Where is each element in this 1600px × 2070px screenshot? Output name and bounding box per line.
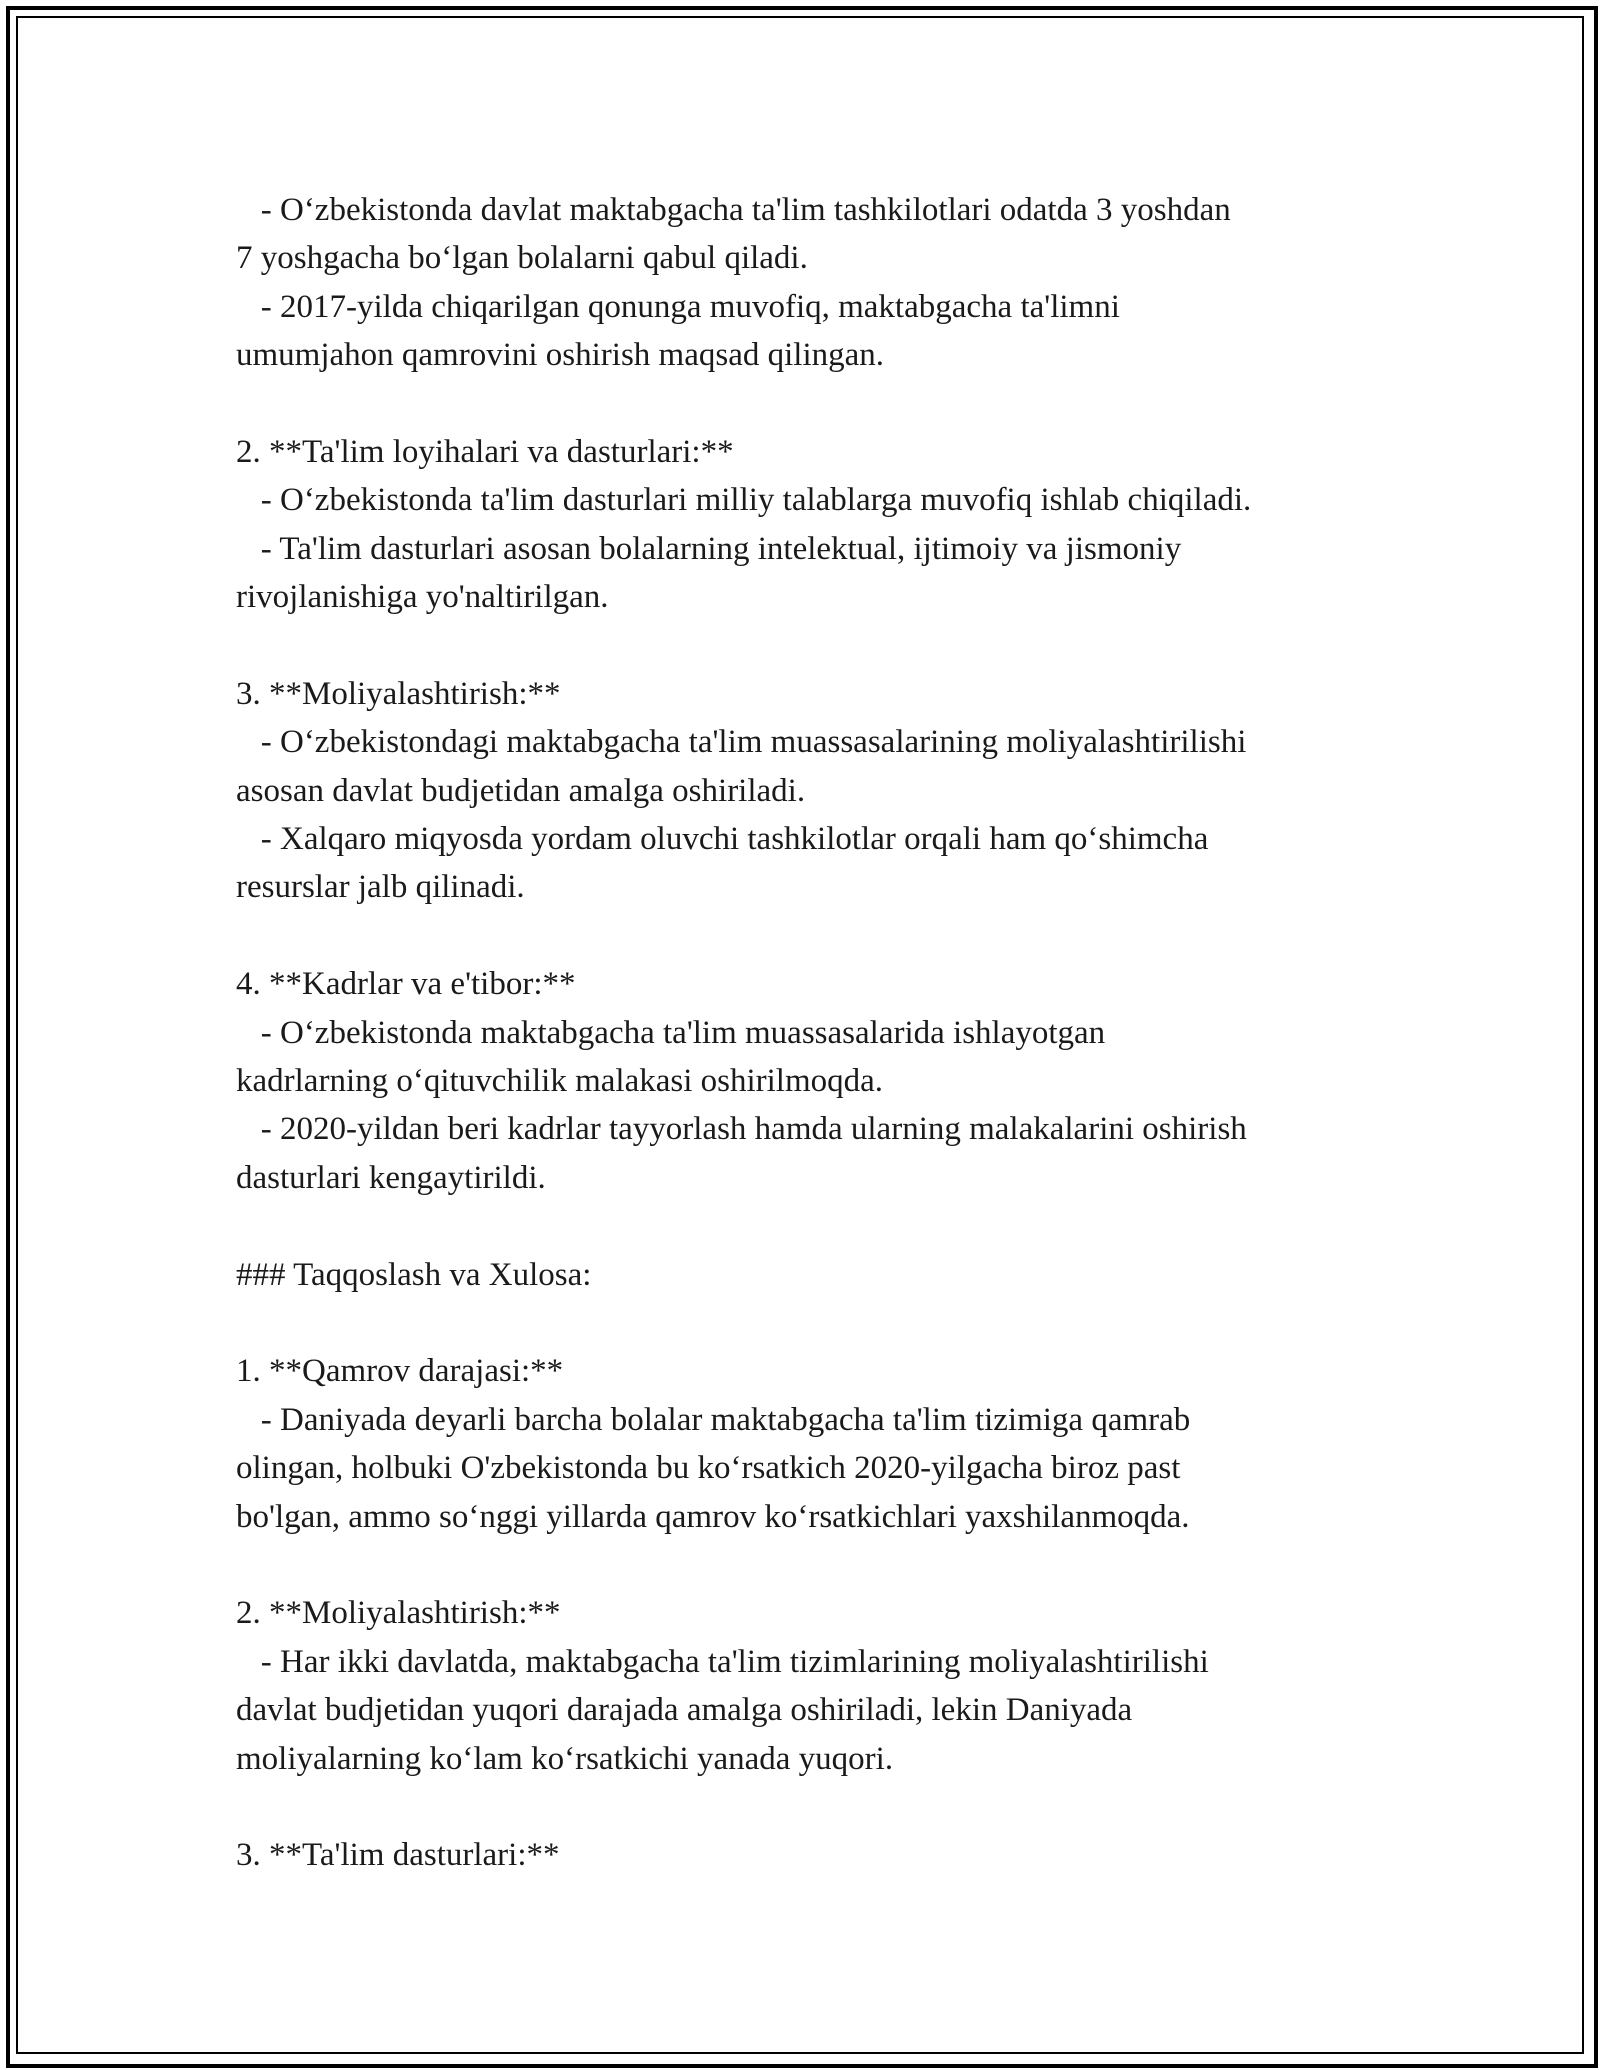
text-line: bo'lgan, ammo so‘nggi yillarda qamrov ko‘rsatkichlari yaxshilanmoqda. bbox=[236, 1498, 1190, 1535]
text-line: dasturlari kengaytirildi. bbox=[236, 1159, 546, 1196]
text-line: ### Taqqoslash va Xulosa: bbox=[236, 1256, 592, 1293]
text-line: umumjahon qamrovini oshirish maqsad qilingan. bbox=[236, 337, 885, 374]
text-line: rivojlanishiga yo'naltirilgan. bbox=[236, 579, 609, 616]
text-line: kadrlarning o‘qituvchilik malakasi oshirilmoqda. bbox=[236, 1063, 884, 1100]
text-line: davlat budjetidan yuqori darajada amalga oshiriladi, lekin Daniyada bbox=[236, 1692, 1133, 1729]
text-line: 2. **Moliyalashtirish:** bbox=[236, 1595, 561, 1632]
text-line: - 2020-yildan beri kadrlar tayyorlash hamda ularning malakalarini oshirish bbox=[236, 1111, 1247, 1148]
text-line: 3. **Ta'lim dasturlari:** bbox=[236, 1837, 560, 1874]
text-line: resurslar jalb qilinadi. bbox=[236, 869, 525, 906]
text-line: 4. **Kadrlar va e'tibor:** bbox=[236, 966, 576, 1003]
blank-line bbox=[236, 1299, 1436, 1347]
text-line: - O‘zbekistonda ta'lim dasturlari milliy talablarga muvofiq ishlab chiqiladi. bbox=[236, 482, 1252, 519]
text-line: 7 yoshgacha bo‘lgan bolalarni qabul qiladi. bbox=[236, 240, 808, 277]
text-line: - O‘zbekistonda maktabgacha ta'lim muassasalarida ishlayotgan bbox=[236, 1014, 1106, 1051]
text-line: - O‘zbekistondagi maktabgacha ta'lim muassasalarining moliyalashtirilishi bbox=[236, 724, 1247, 761]
text-line: 2. **Ta'lim loyihalari va dasturlari:** bbox=[236, 433, 734, 470]
text-line: - Xalqaro miqyosda yordam oluvchi tashkilotlar orqali ham qo‘shimcha bbox=[236, 821, 1209, 858]
blank-line bbox=[236, 1783, 1436, 1831]
text-line: moliyalarning ko‘lam ko‘rsatkichi yanada yuqori. bbox=[236, 1740, 894, 1777]
blank-line bbox=[236, 1541, 1436, 1589]
text-line: - Har ikki davlatda, maktabgacha ta'lim tizimlarining moliyalashtirilishi bbox=[236, 1643, 1209, 1680]
text-line: - Daniyada deyarli barcha bolalar maktabgacha ta'lim tizimiga qamrab bbox=[236, 1401, 1191, 1438]
blank-line bbox=[236, 912, 1436, 960]
text-line: olingan, holbuki O'zbekistonda bu ko‘rsatkich 2020-yilgacha biroz past bbox=[236, 1450, 1181, 1487]
blank-line bbox=[236, 380, 1436, 428]
text-line: - 2017-yilda chiqarilgan qonunga muvofiq, maktabgacha ta'limni bbox=[236, 288, 1120, 325]
document-body bbox=[236, 186, 1436, 1880]
text-line: 1. **Qamrov darajasi:** bbox=[236, 1353, 564, 1390]
text-line: - O‘zbekistonda davlat maktabgacha ta'lim tashkilotlari odatda 3 yoshdan bbox=[236, 192, 1231, 228]
text-line: 3. **Moliyalashtirish:** bbox=[236, 675, 561, 712]
text-line: asosan davlat budjetidan amalga oshiriladi. bbox=[236, 772, 806, 809]
blank-line bbox=[236, 1202, 1436, 1250]
text-line: - Ta'lim dasturlari asosan bolalarning intelektual, ijtimoiy va jismoniy bbox=[236, 530, 1182, 567]
blank-line bbox=[236, 622, 1436, 670]
